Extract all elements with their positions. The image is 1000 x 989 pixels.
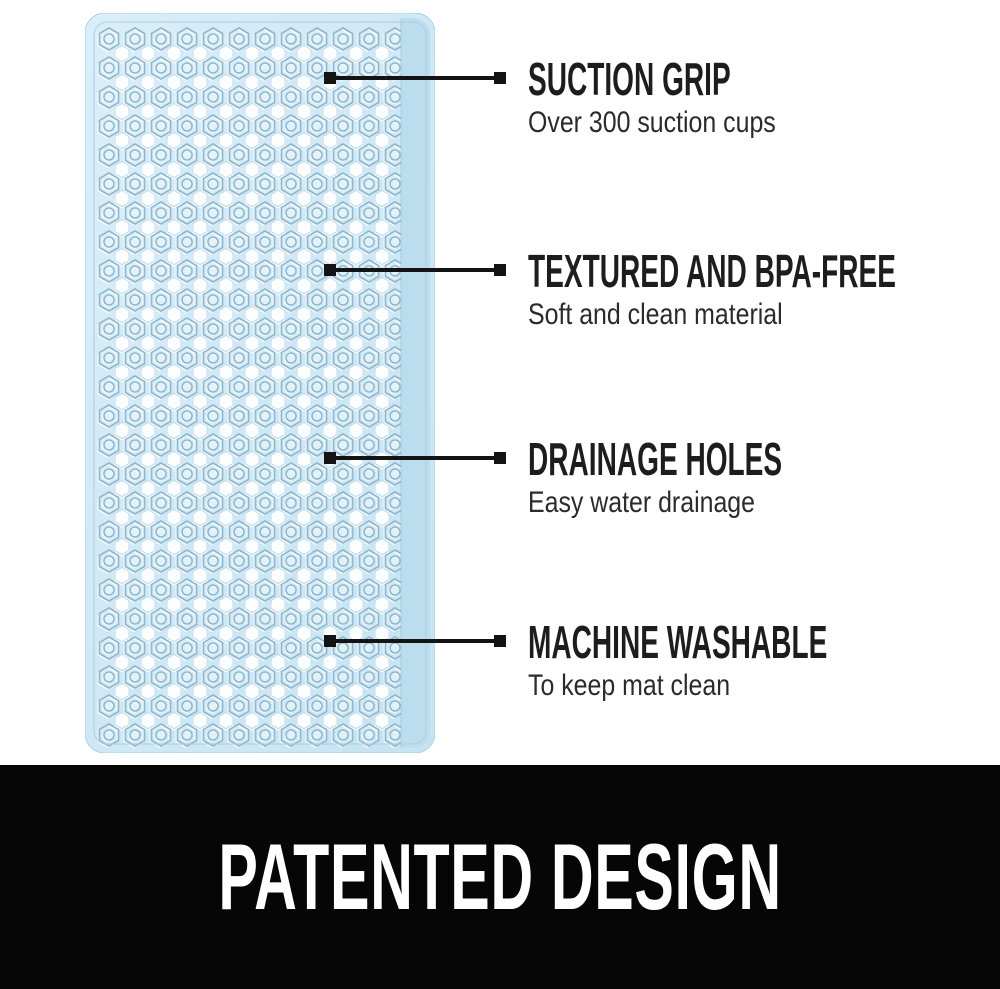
leader-anchor-square — [324, 264, 336, 276]
callout-subtitle: Easy water drainage — [528, 486, 756, 519]
patented-design-banner — [0, 765, 1000, 989]
banner-label: PATENTED DESIGN — [218, 824, 782, 929]
callout-subtitle: To keep mat clean — [528, 669, 731, 702]
leader-end-square — [494, 264, 506, 276]
leader-line — [326, 456, 504, 460]
leader-line — [326, 268, 504, 272]
callout-title: MACHINE WASHABLE — [528, 616, 828, 668]
callout-title: DRAINAGE HOLES — [528, 433, 783, 485]
leader-end-square — [494, 72, 506, 84]
leader-anchor-square — [324, 452, 336, 464]
leader-line — [326, 76, 504, 80]
leader-line — [326, 639, 504, 643]
callout-title: SUCTION GRIP — [528, 53, 731, 105]
leader-anchor-square — [324, 635, 336, 647]
leader-end-square — [494, 635, 506, 647]
leader-anchor-square — [324, 72, 336, 84]
leader-end-square — [494, 452, 506, 464]
callout-title: TEXTURED AND BPA-FREE — [528, 245, 896, 297]
callout-subtitle: Soft and clean material — [528, 298, 783, 331]
callout-subtitle: Over 300 suction cups — [528, 106, 776, 139]
